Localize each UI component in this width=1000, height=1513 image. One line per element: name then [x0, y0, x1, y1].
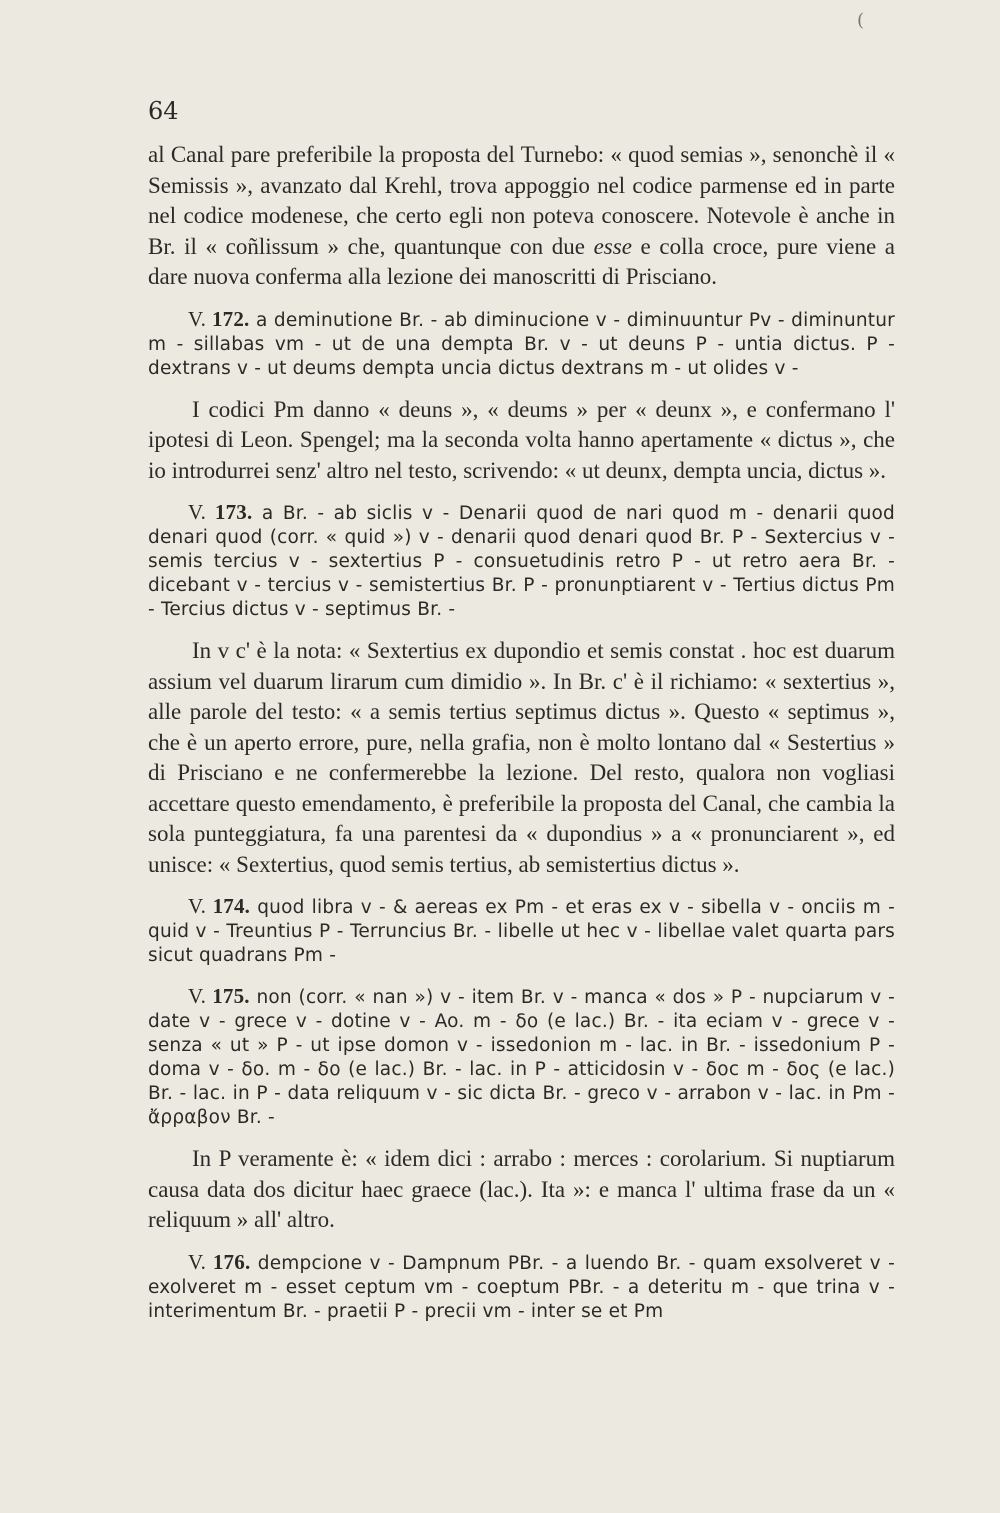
verse-number: 174.	[212, 894, 251, 918]
verse-label: V.	[188, 1249, 213, 1274]
verse-label: V.	[188, 500, 215, 524]
critical-note-174	[148, 894, 895, 968]
page-body	[148, 140, 895, 1324]
verse-label: V.	[188, 894, 213, 918]
critical-note-text: a Br. - ab siclis v - Denarii quod de nari quod m - denarii quod denari quod (corr. « quid ») v - denarii quod denari quod Br. P - Sextercius v - semis tercius v - sextertius P - consuetudinis retro P - ut retro aera Br. - dicebant v - tercius v - semistertius Br. P - pronunptiarent v - Tertius dictus Pm - Tercius dictus v - septimus Br. -	[148, 503, 895, 620]
paragraph-1-tail: e colla croce, pure viene a dare nuova conferma alla lezione dei manoscritti di Prisciano.	[148, 233, 895, 289]
critical-note-text: non (corr. « nan ») v - item Br. v - manca « dos » P - nupciarum v - date v - grece v - dotine v - Ao. m - δο (e lac.) Br. - ita eciam v - grece v - senza « ut » P - ut ipse domon v - issedonion m - lac. in Br. - issedonium P - doma v - δο. m - δο (e lac.) Br. - lac. in P - atticidosin v - δοc m - δος (e lac.) Br. - lac. in P - data reliquum v - sic dicta Br. - greco v - arrabon v - lac. in Pm - ἄρραβον Br. -	[148, 987, 895, 1128]
verse-number: 173.	[214, 500, 253, 524]
critical-note-173	[148, 500, 895, 622]
paragraph-2-text: I codici Pm danno « deuns », « deums » per « deunx », e confermano l' ipotesi di Leon. Spengel; ma la seconda volta hanno apertamente « dictus », che io introdurrei senz' altro nel testo, scrivendo: « ut deunx, dempta uncia, dictus ».	[148, 396, 895, 483]
paragraph-3-text: In v c' è la nota: « Sextertius ex dupondio et semis constat . hoc est duarum assium vel duarum lirarum cum dimidio ». In Br. c' è il richiamo: « sextertius », alle parole del testo: « a semis tertius septimus dictus ». Questo « septimus », che è un aperto errore, pure, nella grafia, non è molto lontano dal « Sestertius » di Prisciano e ne confermerebbe la lezione. Del resto, qualora non vogliasi accettare questo emendamento, è preferibile la proposta del Canal, che cambia la sola punteggiatura, fa una parentesi da « dupondius » a « pronunciarent », ed unisce: « Sextertius, quod semis tertius, ab semistertius dictus ».	[148, 638, 895, 877]
verse-number: 175.	[212, 984, 250, 1008]
paragraph-1-emphasis: esse	[593, 233, 632, 259]
verse-number: 172.	[211, 306, 250, 331]
critical-note-172	[148, 307, 895, 381]
critical-note-text: dempcione v - Dampnum PBr. - a luendo Br. - quam exsolveret v - exolveret m - esset ceptum vm - coeptum PBr. - a deteritu m - que trina v - interimentum Br. - praetii P - precii vm - inter se et Pm	[148, 1252, 895, 1322]
paragraph-2	[148, 395, 895, 487]
critical-note-text: quod libra v - & aereas ex Pm - et eras ex v - sibella v - onciis m - quid v - Treuntius P - Terruncius Br. - libelle ut hec v - libellae valet quarta pars sicut quadrans Pm -	[148, 897, 895, 966]
paragraph-3	[148, 636, 895, 880]
paragraph-1	[148, 140, 895, 293]
verse-number: 176.	[212, 1249, 251, 1274]
paragraph-1-text: al Canal pare preferibile la proposta del Turnebo: « quod semias », senonchè il « Semissis », avanzato dal Krehl, trova appoggio nel codice parmense ed in parte nel codice modenese, che certo egli non poteva conoscere. Notevole è anche in Br. il « coñlissum » che, quantunque con due	[148, 142, 895, 259]
paragraph-4	[148, 1144, 895, 1236]
critical-note-175	[148, 984, 895, 1130]
paragraph-4-text: In P veramente è: « idem dici : arrabo : merces : corolarium. Si nuptiarum causa data dos dicitur haec graece (lac.). Ita »: e manca l' ultima frase da un « reliquum » all' altro.	[148, 1146, 895, 1232]
critical-note-text: a deminutione Br. - ab diminucione v - diminuuntur Pv - diminuntur m - sillabas vm - ut de una dempta Br. v - ut deuns P - untia dictus. P - dextrans v - ut deums dempta uncia dictus dextrans m - ut olides v -	[148, 309, 895, 379]
corner-mark: (	[857, 10, 865, 31]
page-number: 64	[148, 97, 179, 125]
critical-note-176	[148, 1250, 895, 1324]
verse-label: V.	[188, 306, 212, 331]
verse-label: V.	[188, 984, 213, 1008]
